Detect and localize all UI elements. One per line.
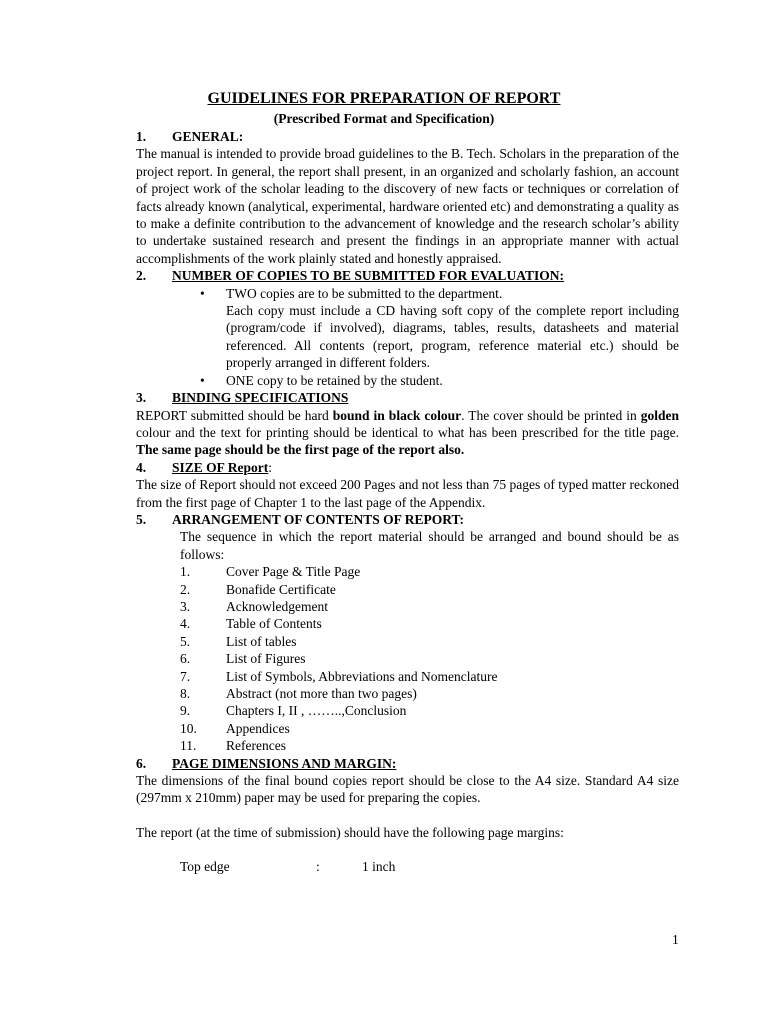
binding-paragraph	[136, 407, 679, 459]
list-item-number: 10.	[180, 720, 197, 736]
section-number: 3.	[136, 390, 147, 406]
document-subtitle: (Prescribed Format and Specification)	[273, 111, 495, 126]
page-number: 1	[672, 932, 679, 947]
binding-text: REPORT submitted should be hard	[136, 407, 333, 423]
margins-intro: The report (at the time of submission) should have the following page margins:	[136, 824, 564, 840]
list-item-number: 11.	[180, 738, 197, 754]
bullet-text: TWO copies are to be submitted to the department.	[226, 285, 503, 301]
dimensions-paragraph: The dimensions of the final bound copies report should be close to the A4 size. Standard A4 size (297mm x 210mm) paper may be used for preparing the copies.	[136, 773, 679, 806]
binding-text: . The cover should be printed in	[461, 407, 641, 423]
list-item	[180, 702, 679, 719]
list-item	[180, 598, 679, 615]
list-item	[180, 615, 679, 632]
section-title: PAGE DIMENSIONS AND MARGIN:	[172, 755, 397, 771]
list-item-text: List of Figures	[226, 651, 306, 667]
bullet-detail: Each copy must include a CD having soft copy of the complete report including (program/code if involved), diagrams, tables, results, datasheets and material referenced. All contents (report, program, reference material etc.) should be properly arranged in different folders.	[226, 303, 679, 371]
list-item-text: Acknowledgement	[226, 598, 328, 614]
list-item	[180, 720, 679, 737]
section-title: SIZE OF Report	[172, 459, 269, 475]
list-item-number: 2.	[180, 581, 191, 597]
section-number: 2.	[136, 268, 147, 284]
section-title: NUMBER OF COPIES TO BE SUBMITTED FOR EVALUATION:	[172, 268, 564, 284]
section-title: GENERAL:	[172, 129, 244, 144]
list-item-text: List of Symbols, Abbreviations and Nomenclature	[226, 668, 498, 684]
binding-bold-text: bound in black colour	[332, 407, 462, 423]
section-title: ARRANGEMENT OF CONTENTS OF REPORT:	[172, 511, 465, 527]
list-item	[136, 285, 679, 372]
list-item-number: 5.	[180, 633, 191, 649]
list-item	[180, 668, 679, 685]
arrangement-intro: The sequence in which the report material should be arranged and bound should be as follows:	[180, 529, 679, 562]
section-heading-general	[136, 128, 679, 145]
section-heading-dimensions	[136, 755, 679, 772]
general-paragraph: The manual is intended to provide broad guidelines to the B. Tech. Scholars in the preparation of the project report. In general, the report shall present, in an organized and scholarly fashion, an account of project work of the scholar leading to the discovery of new facts or techniques or correlation of facts already known (analytical, experimental, hardware oriented etc) and demonstrating a quality as to make a definite contribution to the advancement of knowledge and the research scholar’s ability to undertake sustained research and present the findings in an appropriate manner with actual accomplishments of the work plainly stated and honestly appraised.	[136, 146, 679, 266]
section-title-suffix: :	[268, 459, 273, 475]
list-item-text: Appendices	[226, 720, 290, 736]
margin-label: Top edge	[180, 859, 230, 875]
size-paragraph: The size of Report should not exceed 200 Pages and not less than 75 pages of typed matter reckoned from the first page of Chapter 1 to the last page of the Appendix.	[136, 477, 679, 510]
list-item-number: 7.	[180, 668, 191, 684]
section-heading-arrangement	[136, 511, 679, 528]
list-item-text: Bonafide Certificate	[226, 581, 336, 597]
document-title: GUIDELINES FOR PREPARATION OF REPORT	[207, 90, 561, 107]
section-title: BINDING SPECIFICATIONS	[172, 390, 349, 406]
binding-bold-text: The same page should be the first page of the report also.	[136, 442, 465, 458]
list-item	[136, 372, 679, 389]
list-item-text: List of tables	[226, 633, 297, 649]
list-item-text: Chapters I, II , ……..,Conclusion	[226, 703, 407, 719]
binding-text: colour and the text for printing should be identical to what has been prescribed for the title page.	[136, 424, 679, 440]
bullet-icon: •	[200, 372, 205, 388]
list-item	[180, 737, 679, 754]
section-number: 5.	[136, 511, 147, 527]
binding-bold-text: golden	[640, 407, 680, 423]
list-item-text: Cover Page & Title Page	[226, 564, 361, 580]
section-number: 1.	[136, 129, 147, 144]
margin-value: 1 inch	[362, 859, 396, 875]
list-item-number: 8.	[180, 686, 191, 701]
document-body	[136, 128, 679, 876]
bullet-icon: •	[200, 285, 205, 301]
section-number: 6.	[136, 755, 147, 771]
section-heading-binding	[136, 389, 679, 406]
section-heading-copies	[136, 267, 679, 284]
list-item	[180, 633, 679, 650]
list-item-number: 9.	[180, 703, 191, 719]
margin-colon: :	[316, 859, 320, 875]
list-item	[180, 563, 679, 580]
list-item-text: Abstract (not more than two pages)	[226, 686, 417, 701]
list-item-number: 3.	[180, 598, 191, 614]
section-heading-size	[136, 459, 679, 476]
list-item-text: References	[226, 738, 286, 754]
list-item	[180, 685, 679, 702]
margin-row-top-edge	[136, 858, 679, 875]
list-item-text: Table of Contents	[226, 616, 322, 632]
list-item	[180, 581, 679, 598]
section-number: 4.	[136, 459, 147, 475]
list-item-number: 4.	[180, 616, 191, 632]
bullet-text: ONE copy to be retained by the student.	[226, 372, 443, 388]
arrangement-list	[136, 563, 679, 754]
list-item-number: 6.	[180, 651, 191, 667]
copies-bullet-list	[136, 285, 679, 389]
list-item-number: 1.	[180, 564, 191, 580]
list-item	[180, 650, 679, 667]
